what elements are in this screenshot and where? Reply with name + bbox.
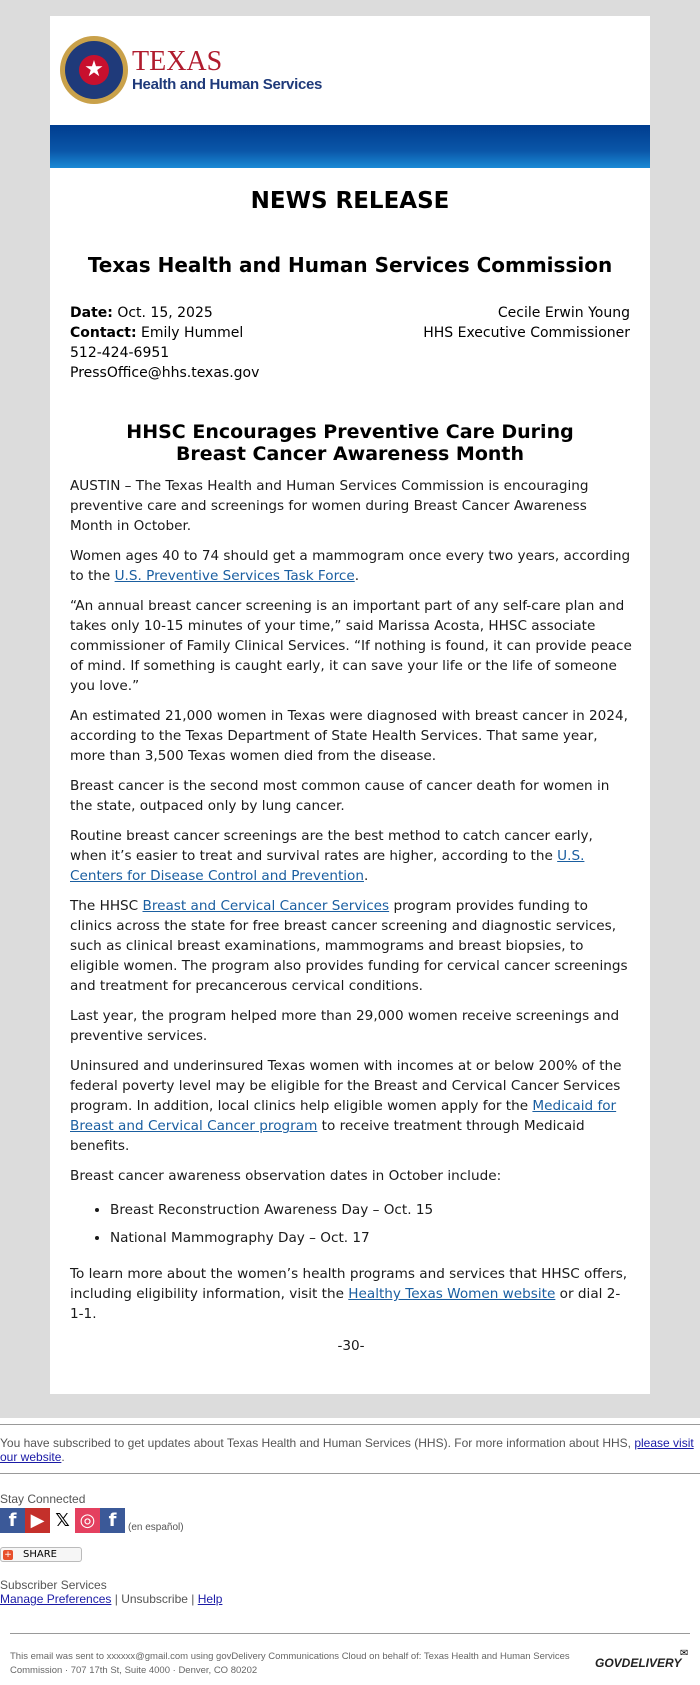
text: program provides funding to clinics across the state for free breast cancer screening and diagnostic services, such as clinical breast examinations, mammograms and breast biopsies, to eligible women. The program also provides funding for cervical cancer screenings and treatment for precancerous cervical conditions. [70, 898, 628, 994]
text: to receive treatment through Medicaid benefits. [70, 1118, 585, 1154]
paragraph [70, 1056, 632, 1156]
youtube-icon[interactable]: ▶ [25, 1508, 50, 1533]
list-item: • Breast Reconstruction Awareness Day – Oct. 15 [110, 1200, 632, 1220]
paragraph: Breast cancer is the second most common cause of cancer death for women in the state, outpaced only by lung cancer. [70, 778, 610, 814]
paragraph [70, 896, 632, 996]
observation-list [110, 1200, 632, 1248]
share-button[interactable] [0, 1547, 82, 1562]
hhs-logo [60, 36, 322, 104]
divider [0, 1424, 700, 1425]
plus-icon: + [4, 1549, 12, 1560]
end-mark: -30- [337, 1338, 365, 1354]
date: Oct. 15, 2025 [117, 305, 213, 321]
text: You have subscribed to get updates about Texas Health and Human Services (HHS). For more information about HHS, [0, 1436, 635, 1450]
headline-line-1: HHSC Encourages Preventive Care During [126, 421, 574, 443]
phone: 512-424-6951 [70, 345, 170, 361]
visit-website-link[interactable]: please visit our website [0, 1436, 694, 1464]
text: . [61, 1450, 65, 1464]
text: To learn more about the women’s health programs and services that HHSC offers, including eligibility information, visit the [70, 1266, 628, 1302]
page-title: NEWS RELEASE [250, 188, 450, 214]
contact-info [70, 303, 259, 383]
agency-title: Texas Health and Human Services Commission [87, 253, 613, 277]
text: The HHSC [70, 898, 143, 914]
paragraph [70, 826, 632, 886]
news-release-card [50, 16, 650, 1394]
facebook-icon[interactable]: f [0, 1508, 25, 1533]
text: . [363, 868, 369, 884]
facebook-espanol-icon[interactable]: f [100, 1508, 125, 1533]
social-links [0, 1508, 184, 1533]
headline [70, 421, 630, 465]
text: Routine breast cancer screenings are the best method to catch cancer early, when it’s easier to treat and survival rates are higher, according to the [70, 828, 593, 864]
email: PressOffice@hhs.texas.gov [70, 365, 260, 381]
separator: | [191, 1592, 195, 1606]
x-icon[interactable]: 𝕏 [50, 1508, 75, 1533]
text: Uninsured and underinsured Texas women with incomes at or below 200% of the federal poverty level may be eligible for the Breast and Cervical Cancer Services program. In addition, local clinics help eligible women apply for the [70, 1058, 622, 1114]
cdc-link[interactable]: U.S. Centers for Disease Control and Prevention [70, 848, 585, 884]
text: . [354, 568, 360, 584]
share-label: SHARE [23, 1549, 57, 1560]
unsubscribe-link[interactable]: Unsubscribe [121, 1592, 188, 1606]
paragraph: An estimated 21,000 women in Texas were diagnosed with breast cancer in 2024, according to the Texas Department of State Health Services. That same year, more than 3,500 Texas women died from the disease. [70, 708, 628, 764]
help-link[interactable]: Help [197, 1592, 223, 1606]
subscriber-services-label: Subscriber Services [0, 1578, 107, 1592]
healthy-texas-women-link[interactable]: Healthy Texas Women website [348, 1286, 556, 1302]
texas-seal-icon: ★ [60, 36, 128, 104]
commissioner-info [423, 303, 630, 343]
headline-line-2: Breast Cancer Awareness Month [175, 443, 525, 465]
paragraph: “An annual breast cancer screening is an important part of any self-care plan and takes only 10-15 minutes of your time,” said Marissa Acosta, HHSC associate commissioner of Family Clinical Services. “If nothing is found, it can provide peace of mind. If something is caught early, it can save your life or the life of someone you love.” [70, 598, 632, 694]
divider [0, 1473, 700, 1474]
logo-texas: TEXAS [132, 45, 223, 77]
article-body [70, 476, 632, 1356]
govdelivery-logo: GOVDELIVERY [595, 1656, 682, 1670]
header-band [50, 125, 650, 168]
paragraph: Breast cancer awareness observation dates in October include: [70, 1168, 502, 1184]
manage-preferences-link[interactable]: Manage Preferences [0, 1592, 112, 1606]
contact-name: Emily Hummel [141, 325, 244, 341]
contact-label: Contact: [70, 325, 137, 341]
subscriber-links [0, 1592, 222, 1606]
medicaid-link[interactable]: Medicaid for Breast and Cervical Cancer program [70, 1098, 617, 1134]
separator: | [114, 1592, 118, 1606]
date-label: Date: [70, 305, 113, 321]
paragraph: Last year, the program helped more than 29,000 women receive screenings and preventive services. [70, 1008, 620, 1044]
logo-subtitle: Health and Human Services [132, 75, 323, 93]
list-item: • National Mammography Day – Oct. 17 [110, 1228, 632, 1248]
instagram-icon[interactable]: ◎ [75, 1508, 100, 1533]
stay-connected-label: Stay Connected [0, 1492, 86, 1506]
bccs-link[interactable]: Breast and Cervical Cancer Services [142, 898, 390, 914]
commissioner-title: HHS Executive Commissioner [423, 325, 630, 341]
uspstf-link[interactable]: U.S. Preventive Services Task Force [114, 568, 355, 584]
espanol-label: (en español) [128, 1522, 184, 1533]
paragraph [70, 1264, 632, 1324]
commissioner-name: Cecile Erwin Young [497, 305, 630, 321]
text: Women ages 40 to 74 should get a mammogram once every two years, according to the [70, 548, 631, 584]
text: or dial 2-1-1. [70, 1286, 621, 1322]
envelope-icon: ✉ [680, 1648, 689, 1659]
paragraph [70, 546, 632, 586]
paragraph: AUSTIN – The Texas Health and Human Services Commission is encouraging preventive care and screenings for women during Breast Cancer Awareness Month in October. [70, 478, 589, 534]
sent-notice: This email was sent to xxxxxx@gmail.com using govDelivery Communications Cloud on behalf of: Texas Health and Human Services Commission · 707 17th St, Suite 4000 · Denver, CO 80202 [10, 1651, 570, 1676]
subscription-notice [0, 1436, 700, 1464]
divider [10, 1633, 690, 1634]
